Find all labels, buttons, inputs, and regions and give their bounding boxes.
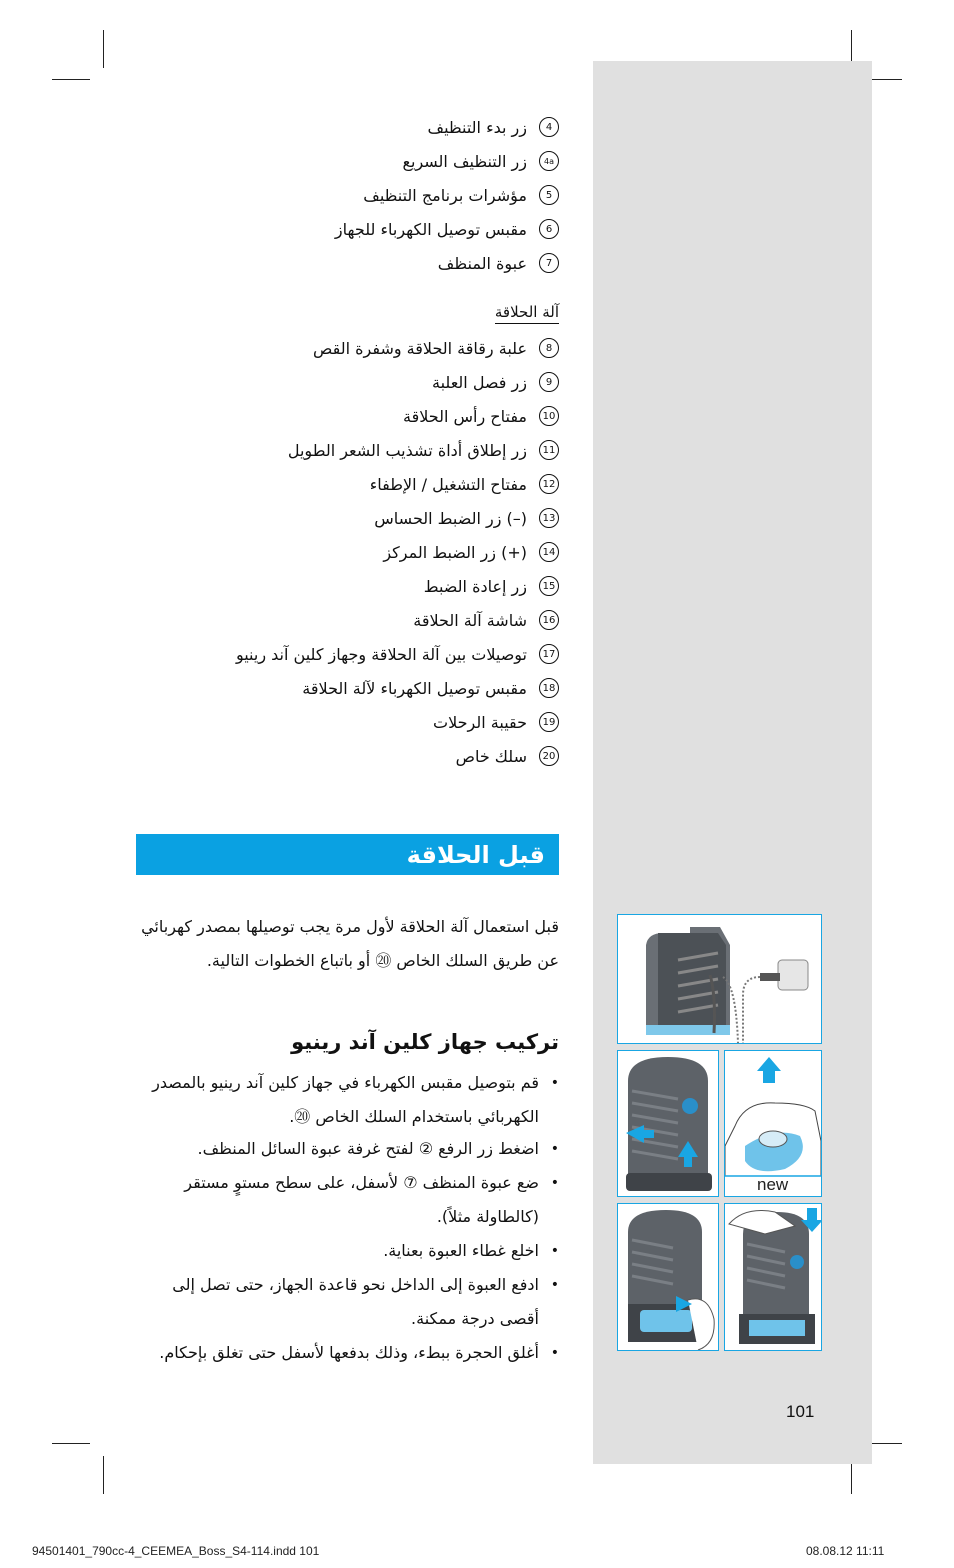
legend-item: 5 مؤشرات برنامج التنظيف [363, 180, 559, 210]
figure-plug-in [617, 914, 822, 1044]
legend-item: 16 شاشة آلة الحلاقة [413, 605, 559, 635]
legend-item: 12 مفتاح التشغيل / الإطفاء [370, 469, 559, 499]
crop-mark [103, 30, 104, 68]
crop-mark [103, 1456, 104, 1494]
legend-item: 18 مقبس توصيل الكهرباء لآلة الحلاقة [302, 673, 559, 703]
list-item: • ادفع العبوة إلى الداخل نحو قاعدة الجهاز، حتى تصل إلى أقصى درجة ممكنة. [136, 1268, 559, 1336]
page-number: 101 [786, 1402, 815, 1421]
crop-mark [52, 1443, 90, 1444]
legend-item: 4 زر بدء التنظيف [428, 112, 560, 142]
list-item: • أغلق الحجرة ببطء، وذلك بدفعها لأسفل حتى تغلق بإحكام. [136, 1336, 559, 1370]
list-item: • ضع عبوة المنظف ⑦ لأسفل، على سطح مستوٍ مستقر (كالطاولة مثلاً). [136, 1166, 559, 1234]
legend-item: 13 (–) زر الضبط الحساس [374, 503, 559, 533]
bullet-icon: • [550, 1175, 559, 1191]
legend-item: 8 علبة رقاقة الحلاقة وشفرة القص [313, 333, 559, 363]
crop-mark [52, 79, 90, 80]
legend-item: 14 (+) زر الضبط المركز [383, 537, 559, 567]
legend-item: 9 زر فصل العلبة [432, 367, 559, 397]
legend-item: 10 مفتاح رأس الحلاقة [403, 401, 559, 431]
bullet-icon: • [550, 1075, 559, 1091]
list-item: • اضغط زر الرفع ② لفتح غرفة عبوة السائل المنظف. [136, 1132, 559, 1166]
legend-item: 19 حقيبة الرحلات [433, 707, 559, 737]
bullet-icon: • [550, 1345, 559, 1361]
bullet-icon: • [550, 1141, 559, 1157]
shaver-subheading: آلة الحلاقة [495, 303, 559, 324]
list-item: • اخلع غطاء العبوة بعناية. [136, 1234, 559, 1268]
figure-front-buttons [617, 1050, 719, 1197]
legend-item: 6 مقبس توصيل الكهرباء للجهاز [335, 214, 559, 244]
legend-item: 11 زر إطلاق أداة تشذيب الشعر الطويل [288, 435, 559, 465]
legend-item: 7 عبوة المنظف [438, 248, 559, 278]
legend-item: 15 زر إعادة الضبط [424, 571, 559, 601]
legend-item: 4a زر التنظيف السريع [402, 146, 559, 176]
intro-paragraph: قبل استعمال آلة الحلاقة لأول مرة يجب توصيلها بمصدر كهربائي عن طريق السلك الخاص ⑳ أو باتباع الخطوات التالية. [141, 917, 559, 970]
bullet-icon: • [550, 1243, 559, 1259]
bullet-icon: • [550, 1277, 559, 1293]
new-label: new [757, 1175, 789, 1194]
footer-file-info: 94501401_790cc-4_CEEMEA_Boss_S4-114.indd 101 [32, 1544, 320, 1558]
figure-insert-cartridge [617, 1203, 719, 1351]
section-title: تركيب جهاز كلين آند رينيو [291, 1030, 559, 1054]
figure-close-chamber [724, 1203, 822, 1351]
legend-item: 20 سلك خاص [456, 741, 559, 771]
footer-date: 08.08.12 11:11 [806, 1544, 885, 1558]
legend-item: 17 توصيلات بين آلة الحلاقة وجهاز كلين آند رينيو [236, 639, 559, 669]
figure-cap-removal [724, 1050, 822, 1197]
section-banner: قبل الحلاقة [136, 834, 559, 875]
list-item: • قم بتوصيل مقبس الكهرباء في جهاز كلين آند رينيو بالمصدر الكهربائي باستخدام السلك الخاص ⑳. [136, 1066, 559, 1134]
